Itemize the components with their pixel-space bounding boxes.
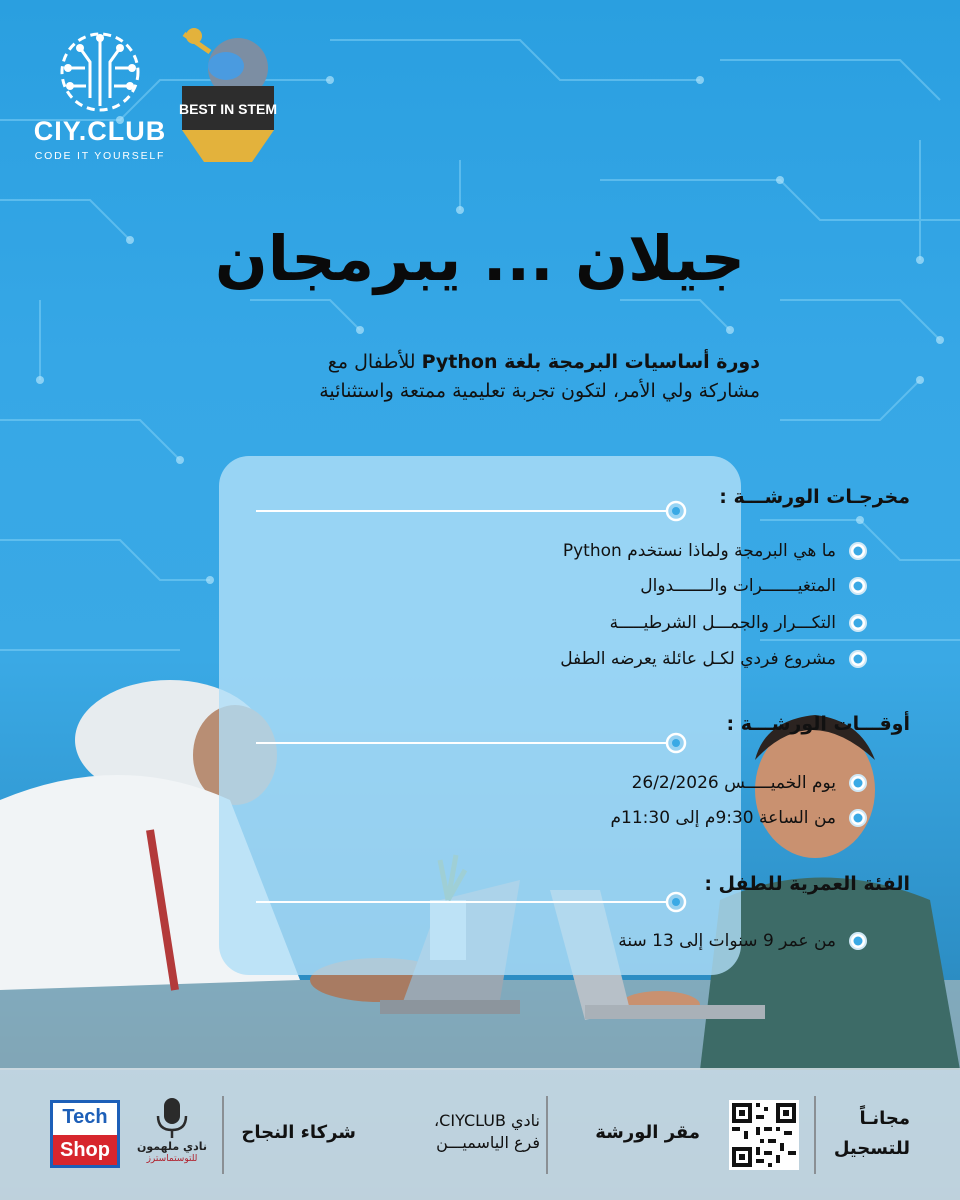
age-underline: [256, 891, 688, 913]
outcome-item: [508, 613, 868, 633]
age-item-text: من عمر 9 سنوات إلى 13 سنة: [618, 931, 836, 951]
register-label: [820, 1104, 910, 1164]
intro-paragraph: [200, 348, 760, 406]
registration-qr-code[interactable]: [729, 1100, 799, 1170]
register-cta-text: للتسجيل: [833, 1138, 910, 1159]
ciyclub-tagline: CODE IT YOURSELF: [34, 150, 166, 162]
bullet-ring-icon: [848, 773, 868, 793]
stem-badge-text: BEST IN STEM: [178, 101, 278, 117]
times-heading: أوقـــات الورشـــة :: [726, 713, 910, 735]
bullet-ring-icon: [848, 541, 868, 561]
best-in-stem-badge: [176, 24, 280, 168]
bullet-ring-icon: [848, 649, 868, 669]
venue-branch: فرع الياسميـــن: [436, 1133, 540, 1152]
age-heading: الفئة العمرية للطفل :: [704, 873, 910, 895]
outcome-item-text: مشروع فردي لكـل عائلة يعرضه الطفل: [560, 649, 836, 669]
time-item: [508, 808, 868, 828]
footer-divider: [814, 1096, 816, 1174]
time-item-text: من الساعة 9:30م إلى 11:30م: [610, 808, 836, 828]
venue-address: [380, 1110, 540, 1154]
time-item-text: يوم الخميـــــس 26/2/2026: [631, 773, 836, 793]
intro-line-2: مشاركة ولي الأمر، لتكون تجربة تعليمية ممتعة واستثنائية: [319, 380, 760, 402]
bullet-ring-icon: [848, 808, 868, 828]
footer-divider: [546, 1096, 548, 1174]
footer-divider: [222, 1096, 224, 1174]
outcome-item: [508, 576, 868, 596]
outcome-item-text: التكـــرار والجمـــل الشرطيـــــة: [609, 613, 836, 633]
times-underline: [256, 732, 688, 754]
microphone-icon: [134, 1096, 210, 1140]
intro-line-1-highlight: دورة أساسيات البرمجة بلغة Python: [421, 351, 760, 373]
intro-line-1-rest: للأطفال مع: [327, 351, 422, 373]
age-item: [508, 931, 868, 951]
outcome-item-text: ما هي البرمجة ولماذا نستخدم Python: [562, 541, 836, 561]
partner-mulhamoon-name: نادي ملهمون: [136, 1140, 208, 1153]
intro-line-1: [200, 348, 760, 377]
outcome-item: [508, 541, 868, 561]
partner-mulhamoon-sub: للتوستماسترز: [146, 1154, 198, 1164]
bullet-ring-icon: [848, 613, 868, 633]
ciyclub-logo: [30, 28, 170, 163]
techshop-text-bottom: Shop: [53, 1135, 117, 1165]
outcomes-underline: [256, 500, 688, 522]
techshop-logo: [50, 1100, 120, 1168]
page-title: جيلان ... يبرمجان: [214, 222, 746, 295]
outcomes-heading: مخرجـات الورشـــة :: [719, 486, 910, 508]
partners-label: شركاء النجاح: [241, 1122, 356, 1143]
ciyclub-brand-text: CIY.CLUB: [33, 116, 167, 146]
circuit-brain-icon: [30, 28, 170, 118]
bullet-ring-icon: [848, 931, 868, 951]
outcome-item-text: المتغيـــــــرات والـــــــدوال: [640, 576, 836, 596]
venue-name: نادي CIYCLUB،: [434, 1111, 540, 1130]
time-item: [508, 773, 868, 793]
bullet-ring-icon: [848, 576, 868, 596]
mulhamoon-toastmasters-logo: [134, 1096, 210, 1172]
outcome-item: [508, 649, 868, 669]
techshop-text-top: Tech: [62, 1106, 108, 1128]
register-free-text: مجانـاً: [859, 1108, 910, 1129]
venue-label: مقر الورشة: [595, 1122, 700, 1143]
